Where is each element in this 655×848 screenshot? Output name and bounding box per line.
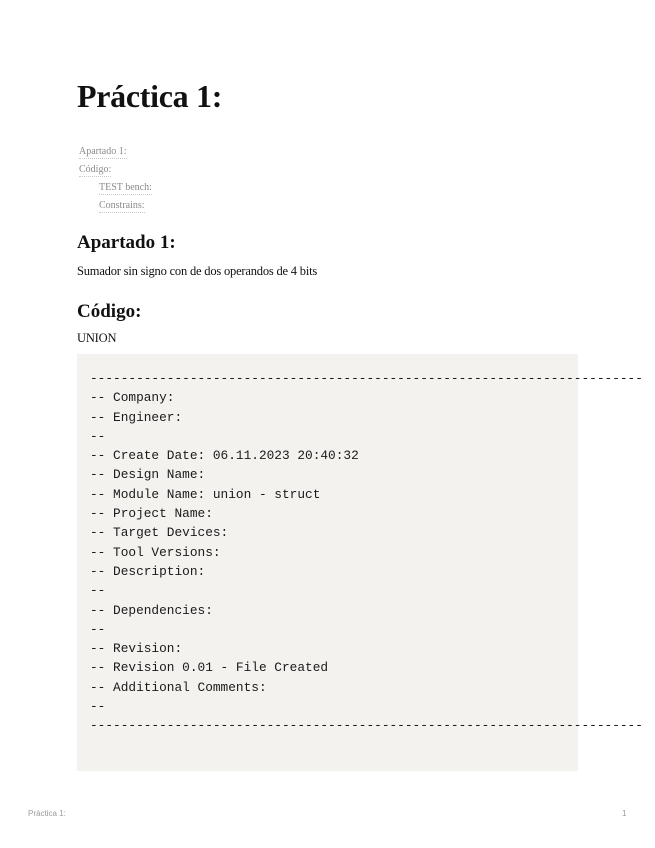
section-heading-apartado: Apartado 1: xyxy=(77,232,176,253)
section-heading-codigo: Código: xyxy=(77,301,142,322)
toc-link-codigo[interactable]: Código: xyxy=(79,164,112,175)
code-content xyxy=(90,369,643,736)
toc-link-constrains[interactable]: Constrains: xyxy=(99,200,145,211)
page-title: Práctica 1: xyxy=(77,78,223,114)
code-line: -- Engineer: xyxy=(90,409,183,425)
footer-title: Práctica 1: xyxy=(28,809,66,818)
code-line: -- Target Devices: xyxy=(90,525,229,541)
code-line: -- Revision: xyxy=(90,641,183,657)
code-block xyxy=(77,354,643,771)
code-line: -- xyxy=(90,699,106,715)
code-line: -- xyxy=(90,428,106,444)
section-text-apartado: Sumador sin signo con de dos operandos de 4 bits xyxy=(77,264,318,278)
code-line: -- Revision 0.01 - File Created xyxy=(90,660,329,676)
code-line: -- Description: xyxy=(90,563,206,579)
page-number: 1 xyxy=(622,809,627,818)
code-line: ------------------------------------------------------------------------ xyxy=(90,718,643,734)
code-line: -- Dependencies: xyxy=(90,602,213,618)
toc-link-apartado-1[interactable]: Apartado 1: xyxy=(79,146,127,157)
code-line: -- Project Name: xyxy=(90,506,213,522)
code-line: -- Create Date: 06.11.2023 20:40:32 xyxy=(90,448,359,464)
code-line: ------------------------------------------------------------------------ xyxy=(90,371,643,386)
code-line: -- Company: xyxy=(90,390,175,406)
code-line: -- xyxy=(90,583,106,599)
table-of-contents xyxy=(79,143,152,215)
code-line: -- Additional Comments: xyxy=(90,679,267,695)
code-line: -- Tool Versions: xyxy=(90,544,221,560)
toc-link-test-bench[interactable]: TEST bench: xyxy=(99,182,152,193)
code-line: -- Module Name: union - struct xyxy=(90,486,321,502)
code-subtitle: UNION xyxy=(77,331,117,345)
code-line: -- Design Name: xyxy=(90,467,206,483)
code-line: -- xyxy=(90,621,106,637)
